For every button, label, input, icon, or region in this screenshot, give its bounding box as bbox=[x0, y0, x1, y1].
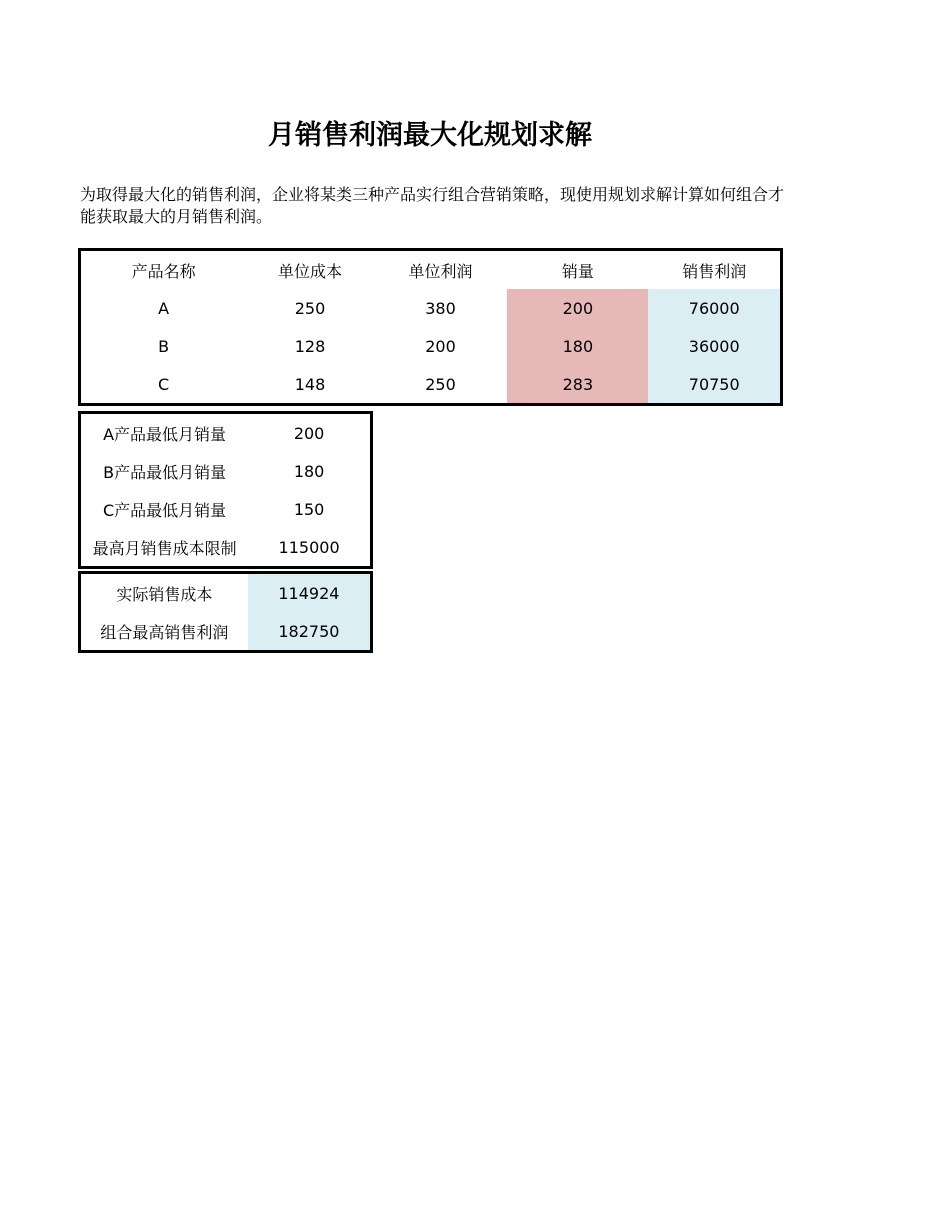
table-header-row bbox=[80, 250, 782, 290]
result-value[interactable]: 182750 bbox=[248, 612, 372, 652]
table-row bbox=[80, 327, 782, 365]
table-row bbox=[80, 413, 372, 453]
table-row bbox=[80, 452, 372, 490]
cell-product-name[interactable]: B bbox=[158, 336, 170, 356]
header-product-name[interactable]: 产品名称 bbox=[131, 261, 196, 281]
table-row bbox=[80, 365, 782, 405]
header-sales-volume[interactable]: 销量 bbox=[561, 261, 594, 281]
cell-sales-profit[interactable]: 36000 bbox=[648, 327, 781, 365]
table-row bbox=[80, 528, 372, 568]
table-row bbox=[80, 573, 372, 613]
cell-sales-volume[interactable]: 180 bbox=[507, 327, 648, 365]
table-row bbox=[80, 612, 372, 652]
cell-product-name[interactable]: A bbox=[158, 298, 170, 318]
table-row bbox=[80, 289, 782, 327]
constraint-label[interactable]: B产品最低月销量 bbox=[103, 462, 227, 482]
table-row bbox=[80, 490, 372, 528]
constraint-value[interactable]: 200 bbox=[293, 423, 325, 443]
cell-sales-profit[interactable]: 70750 bbox=[648, 365, 781, 405]
cell-sales-volume[interactable]: 200 bbox=[507, 289, 648, 327]
description-text: 为取得最大化的销售利润，企业将某类三种产品实行组合营销策略，现使用规划求解计算如何组合才能获取最大的月销售利润。 bbox=[80, 185, 785, 226]
constraint-label[interactable]: 最高月销售成本限制 bbox=[92, 538, 237, 558]
cell-unit-cost[interactable]: 250 bbox=[294, 298, 326, 318]
results-table bbox=[78, 571, 373, 653]
header-sales-profit[interactable]: 销售利润 bbox=[682, 261, 747, 281]
result-label[interactable]: 实际销售成本 bbox=[116, 584, 213, 604]
cell-sales-profit[interactable]: 76000 bbox=[648, 289, 781, 327]
cell-unit-profit[interactable]: 250 bbox=[425, 374, 456, 394]
constraint-value[interactable]: 180 bbox=[293, 461, 325, 481]
constraint-label[interactable]: C产品最低月销量 bbox=[102, 500, 227, 520]
constraint-value[interactable]: 115000 bbox=[278, 537, 340, 557]
cell-unit-cost[interactable]: 128 bbox=[294, 336, 326, 356]
cell-unit-cost[interactable]: 148 bbox=[294, 374, 326, 394]
cell-unit-profit[interactable]: 200 bbox=[425, 336, 456, 356]
constraints-table bbox=[78, 411, 373, 569]
cell-sales-volume[interactable]: 283 bbox=[507, 365, 648, 405]
product-profit-table bbox=[78, 248, 783, 406]
result-label[interactable]: 组合最高销售利润 bbox=[100, 622, 229, 642]
header-unit-profit[interactable]: 单位利润 bbox=[408, 261, 473, 281]
constraint-value[interactable]: 150 bbox=[293, 499, 325, 519]
header-unit-cost[interactable]: 单位成本 bbox=[278, 261, 343, 281]
constraint-label[interactable]: A产品最低月销量 bbox=[103, 424, 227, 444]
result-value[interactable]: 114924 bbox=[248, 573, 372, 613]
cell-product-name[interactable]: C bbox=[158, 374, 170, 394]
cell-unit-profit[interactable]: 380 bbox=[425, 298, 456, 318]
sheet-title: 月销售利润最大化规划求解 bbox=[268, 120, 592, 151]
